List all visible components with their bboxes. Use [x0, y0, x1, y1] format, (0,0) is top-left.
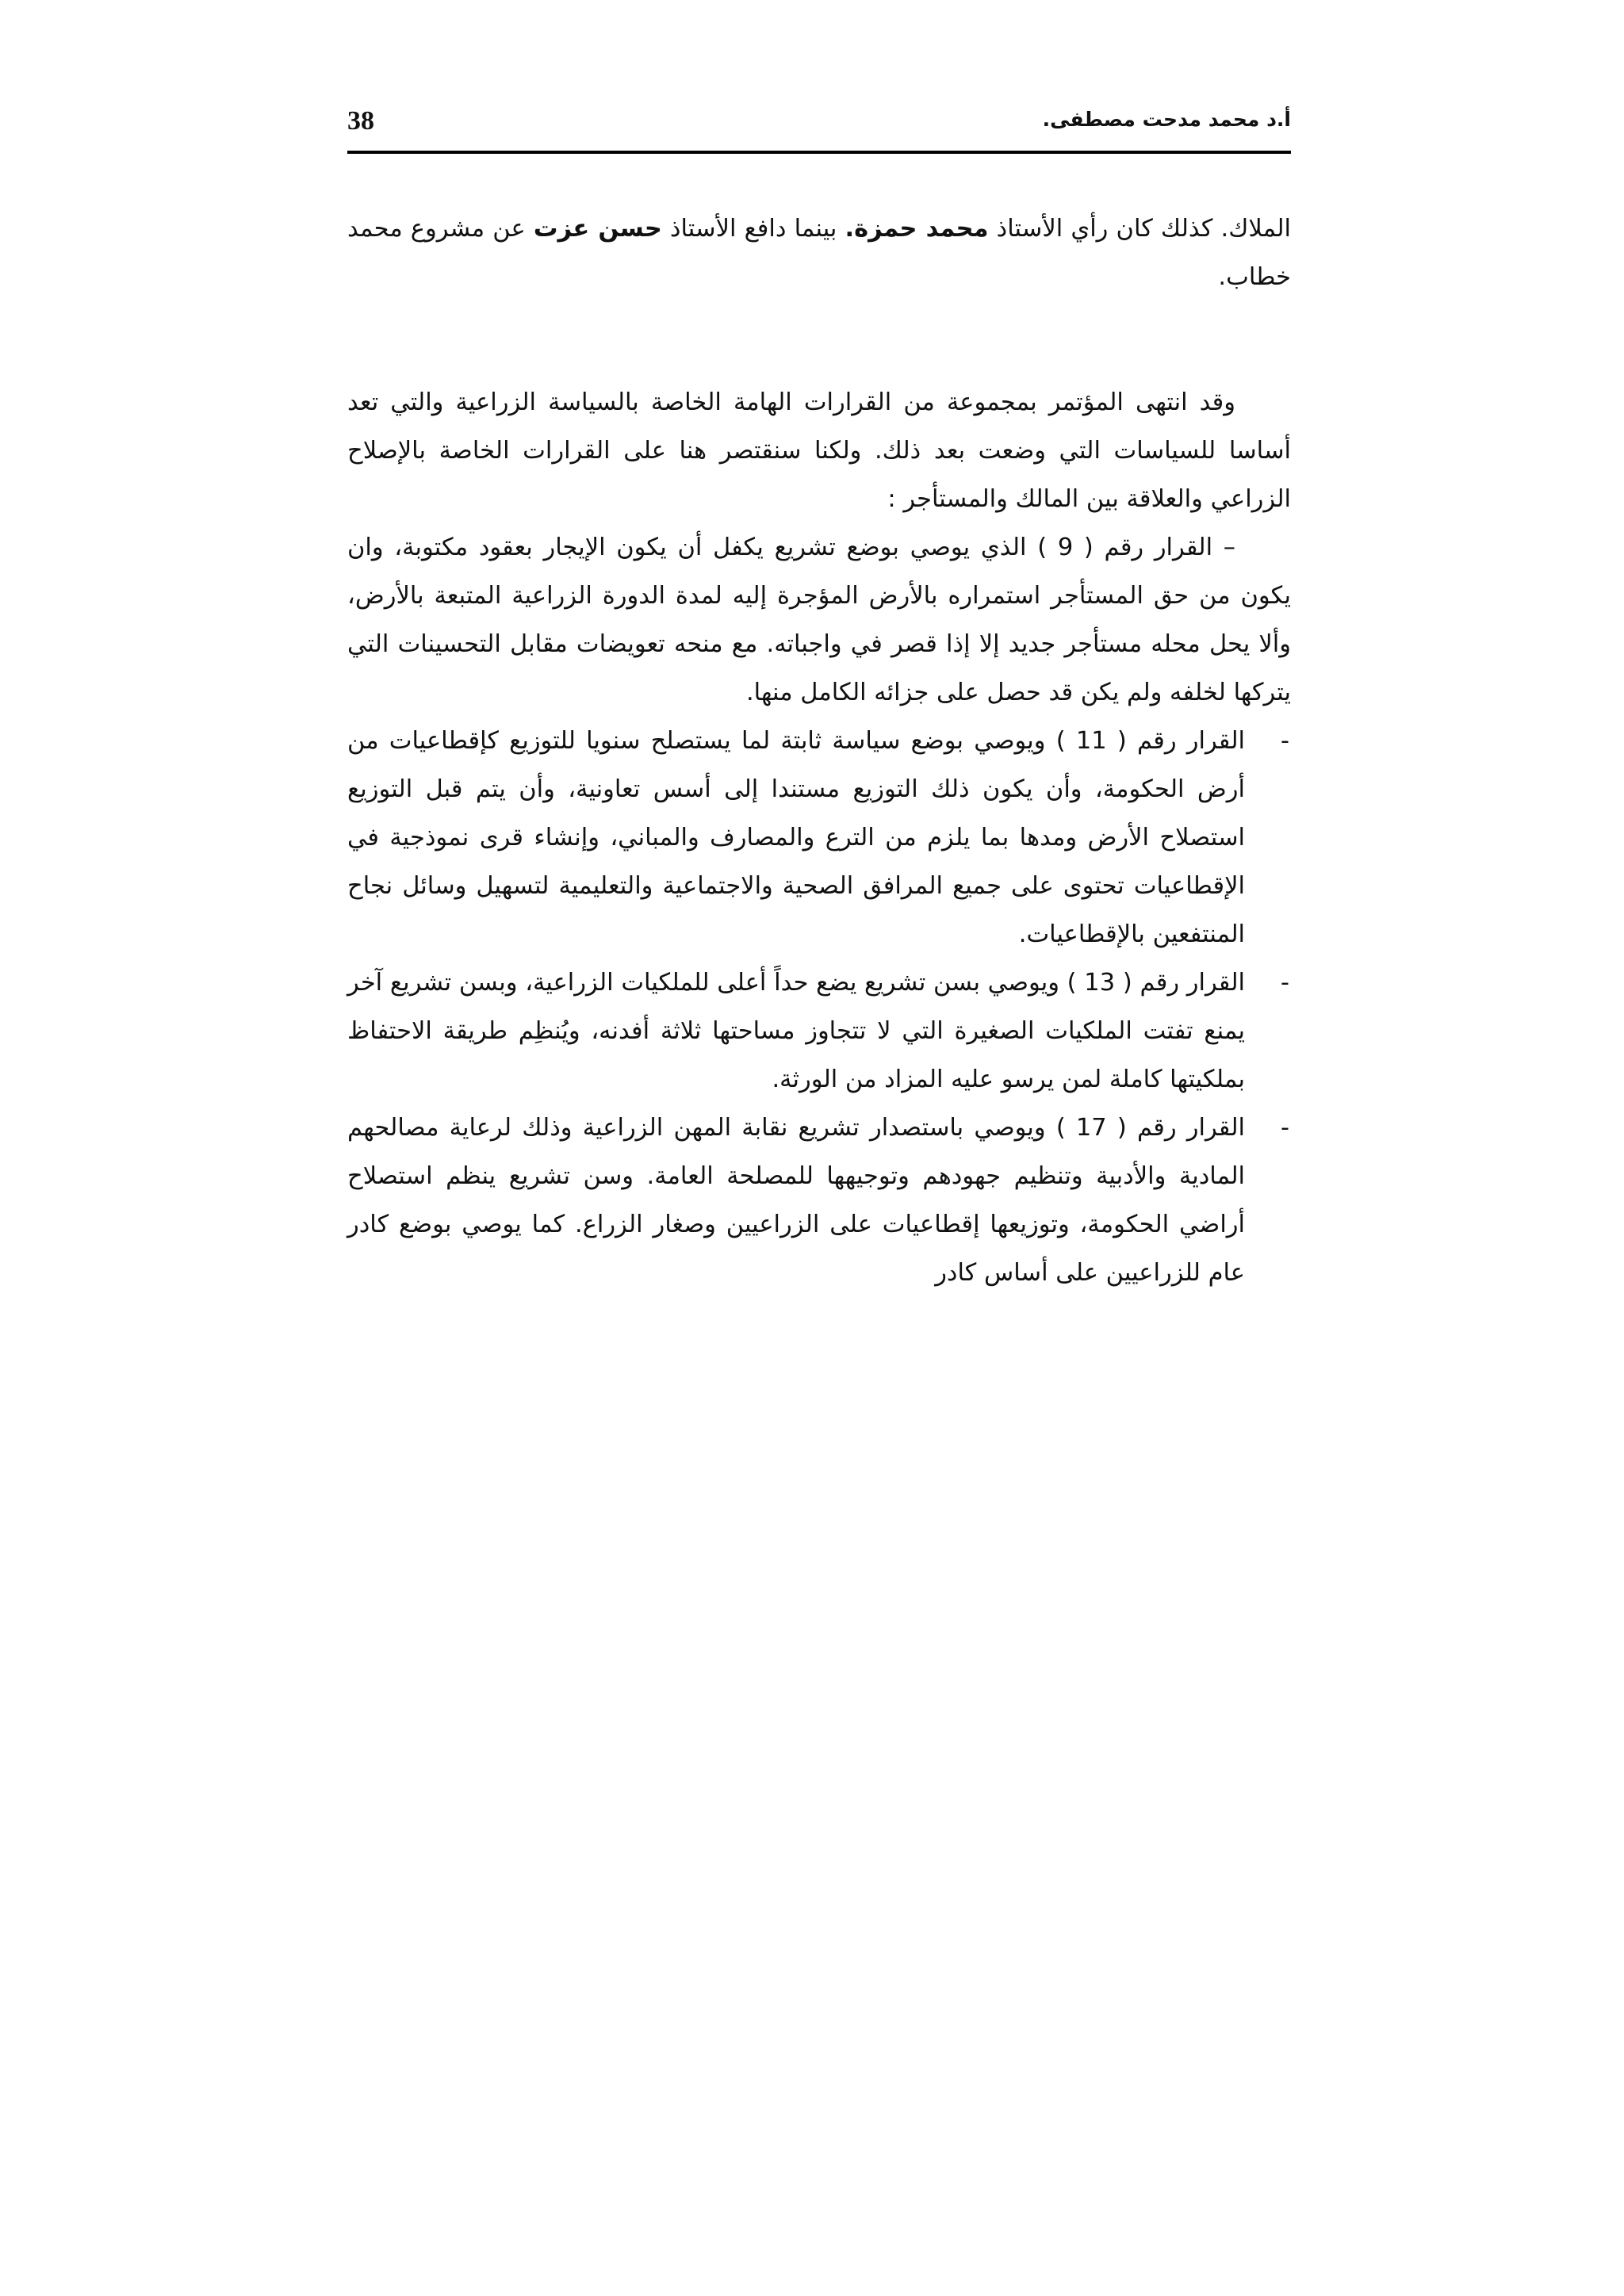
- resolution-9-paragraph: – القرار رقم ( 9 ) الذي يوصي بوضع تشريع يكفل أن يكون الإيجار بعقود مكتوبة، وان يكون من حق المستأجر استمراره بالأرض المؤجرة إليه لمدة الدورة الزراعية المتبعة بالأرض، وألا يحل محله مستأجر جديد إلا إذا قصر في واجباته. مع منحه تعويضات مقابل التحسينات التي يتركها لخلفه ولم يكن قد حصل على جزائه الكامل منها.: [347, 534, 1291, 706]
- resolution-11-text: القرار رقم ( 11 ) ويوصي بوضع سياسة ثابتة لما يستصلح سنويا للتوزيع كإقطاعيات من أرض الحكومة، وأن يكون ذلك التوزيع مستندا إلى أسس تعاونية، وأن يتم قبل التوزيع استصلاح الأرض ومدها بما يلزم من الترع والمصارف والمباني، وإنشاء قرى نموذجية في الإقطاعيات تحتوى على جميع المرافق الصحية والاجتماعية والتعليمية لتسهيل وسائل نجاح المنتفعين بالإقطاعيات.: [347, 727, 1245, 948]
- resolution-17-item: [347, 1104, 1291, 1297]
- list-dash: -: [1280, 1114, 1289, 1142]
- opening-text-1: الملاك. كذلك كان رأي الأستاذ: [988, 215, 1291, 243]
- list-dash: -: [1280, 727, 1289, 755]
- page-header: [347, 101, 1291, 154]
- opening-paragraph: [347, 205, 1291, 301]
- resolution-17-text: القرار رقم ( 17 ) ويوصي باستصدار تشريع نقابة المهن الزراعية وذلك لرعاية مصالحهم المادية والأدبية وتنظيم جهودهم وتوجيهها للمصلحة العامة. وسن تشريع ينظم استصلاح أراضي الحكومة، وتوزيعها إقطاعيات على الزراعيين وصغار الزراع. كما يوصي بوضع كادر عام للزراعيين على أساس كادر: [347, 1114, 1245, 1287]
- name-mohamed-hamza: محمد حمزة.: [845, 215, 989, 243]
- opening-text-3: عن مشروع محمد خطاب.: [347, 215, 1291, 291]
- opening-text-2: بينما دافع الأستاذ: [661, 215, 845, 243]
- resolution-11-item: [347, 717, 1291, 959]
- page-number: 38: [347, 106, 374, 136]
- resolution-13-text: القرار رقم ( 13 ) ويوصي بسن تشريع يضع حداً أعلى للملكيات الزراعية، وبسن تشريع آخر يمنع تفتت الملكيات الصغيرة التي لا تتجاوز مساحتها ثلاثة أفدنه، ويُنظِم طريقة الاحتفاظ بملكيتها كاملة لمن يرسو عليه المزاد من الورثة.: [347, 969, 1245, 1093]
- list-dash: -: [1280, 969, 1289, 997]
- intro-paragraph: وقد انتهى المؤتمر بمجموعة من القرارات الهامة الخاصة بالسياسة الزراعية والتي تعد أساسا للسياسات التي وضعت بعد ذلك. ولكنا سنقتصر هنا على القرارات الخاصة بالإصلاح الزراعي والعلاقة بين المالك والمستأجر :: [347, 388, 1291, 513]
- resolution-13-item: [347, 959, 1291, 1104]
- name-hassan-ezzat: حسن عزت: [533, 215, 662, 243]
- running-head-author: أ.د محمد مدحت مصطفى.: [1042, 108, 1291, 131]
- page-body: [347, 205, 1291, 1297]
